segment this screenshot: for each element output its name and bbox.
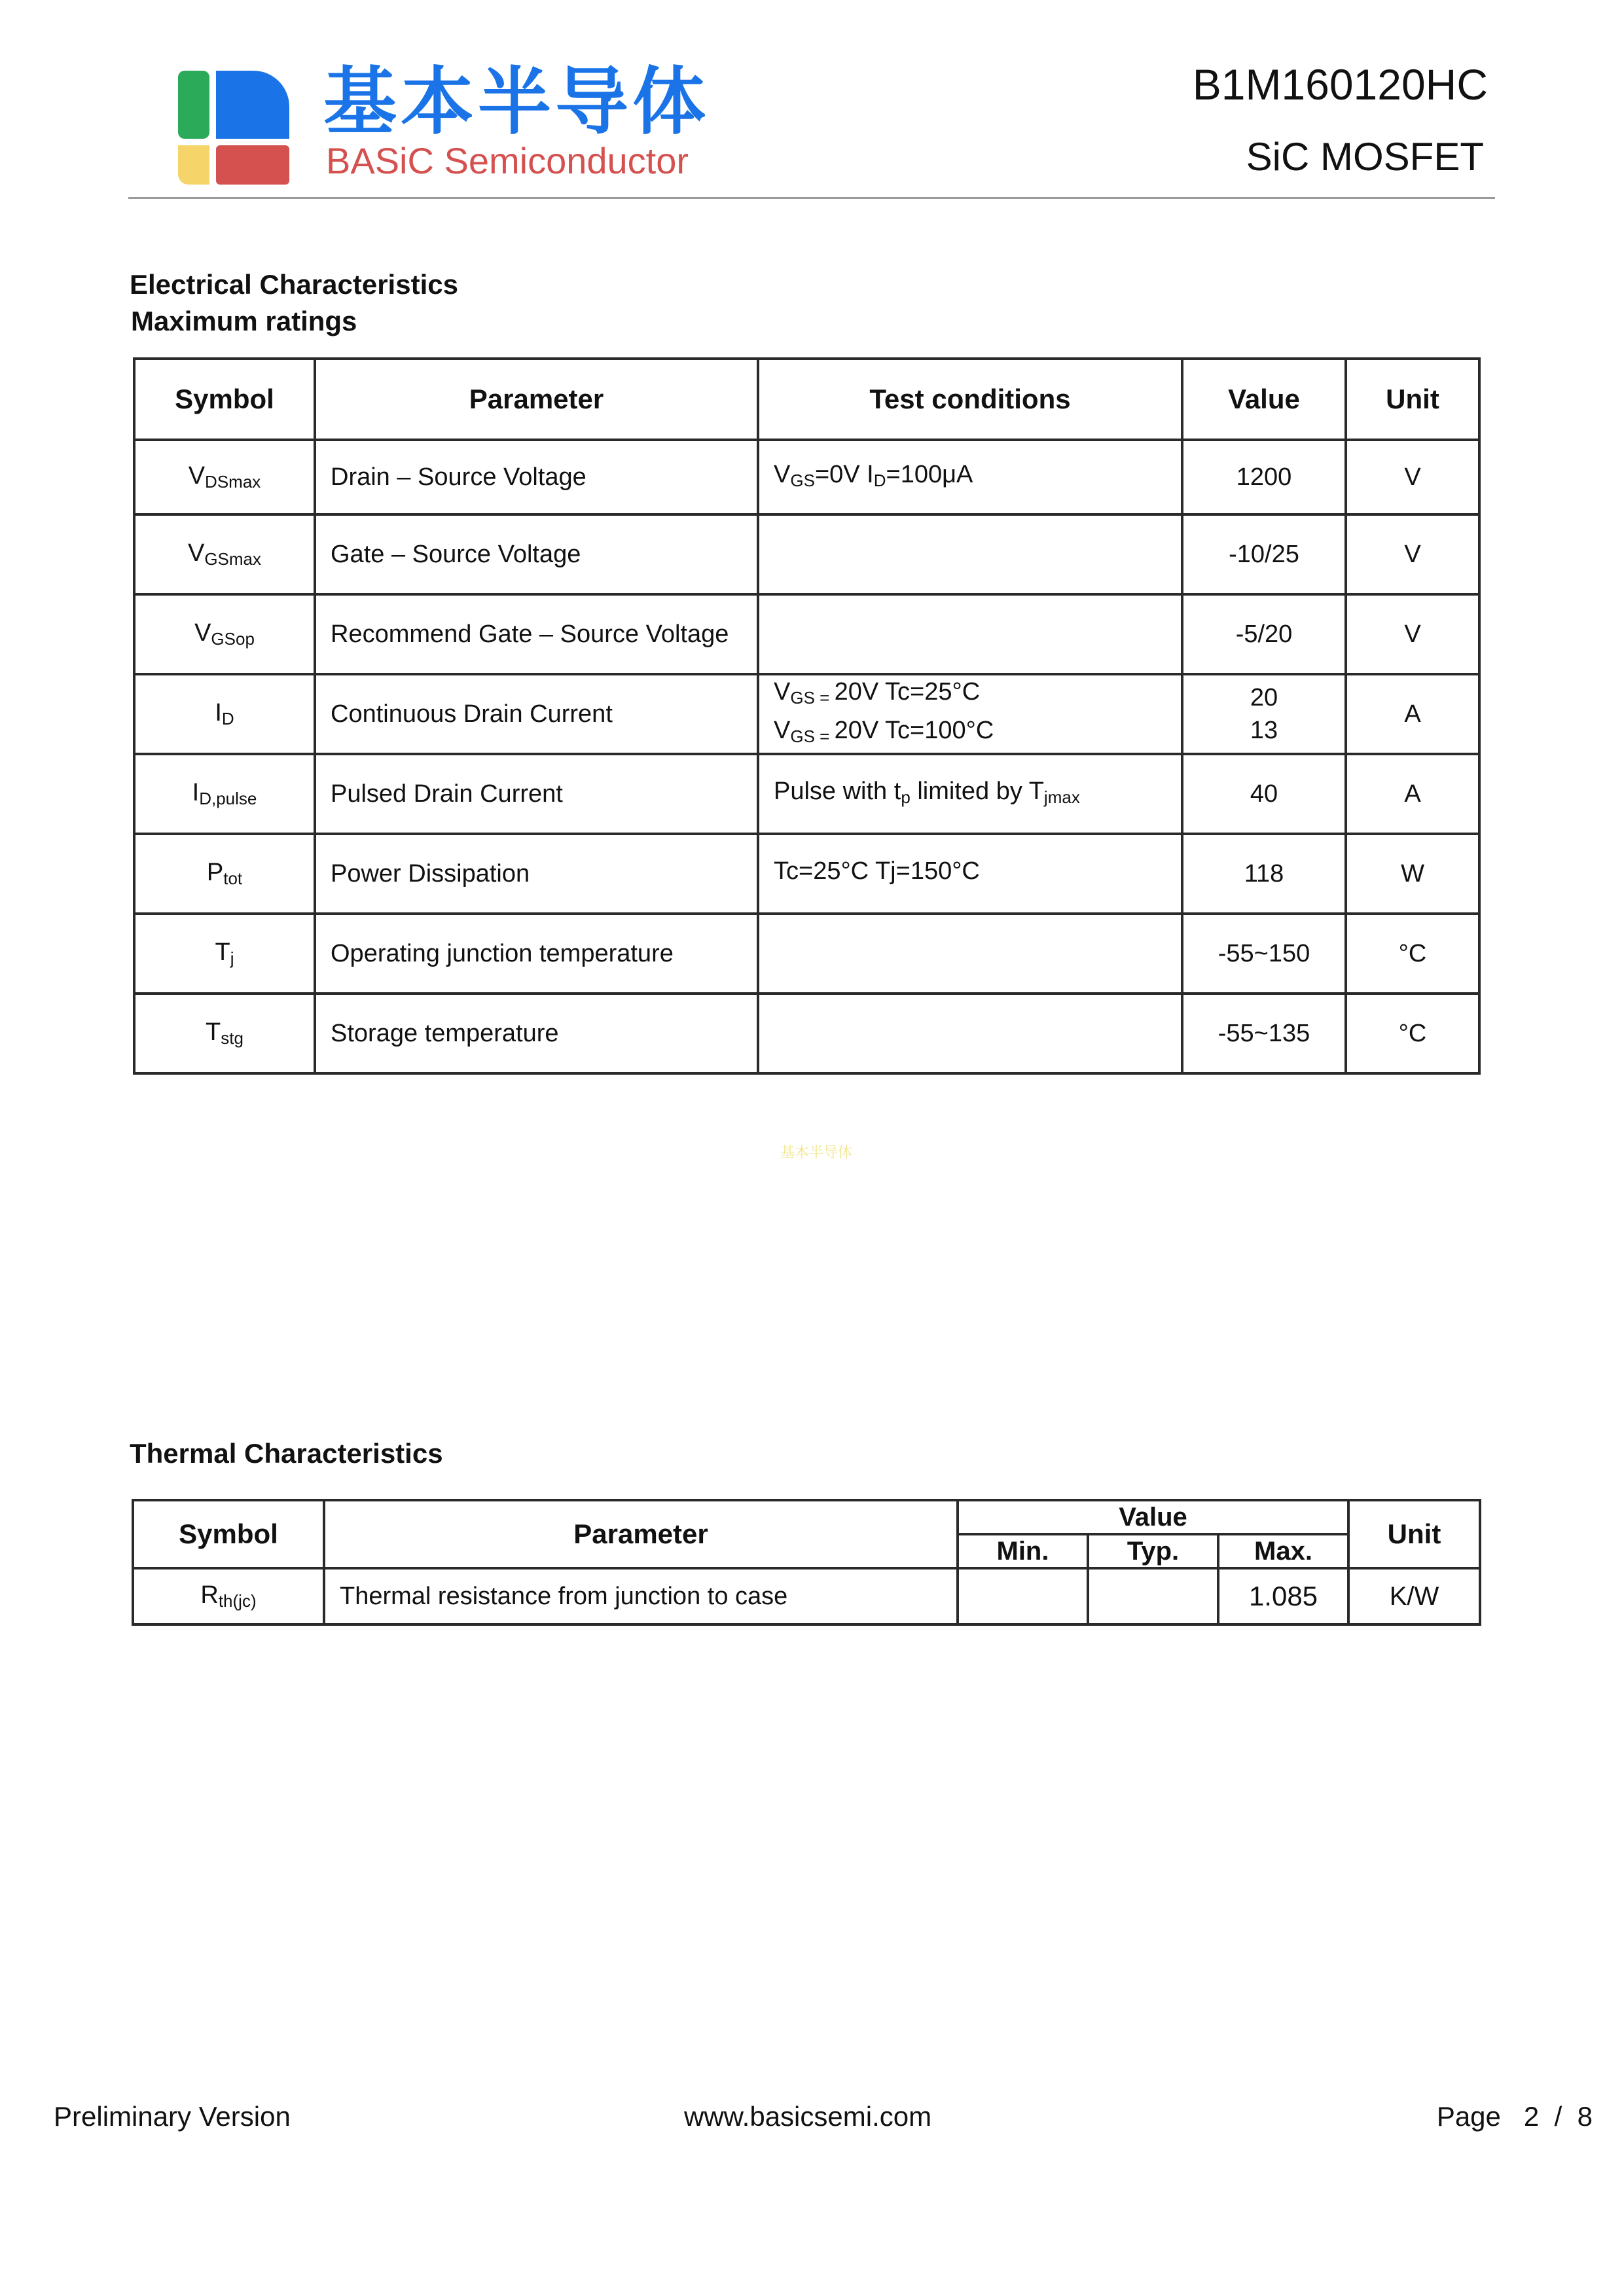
table-header-row <box>134 359 1479 440</box>
test-conditions-cell <box>758 914 1182 994</box>
thermal-unit-cell: K/W <box>1348 1568 1480 1624</box>
symbol-text: V <box>187 539 205 567</box>
value-text: 118 <box>1244 860 1284 888</box>
page-label: Page <box>1436 2101 1501 2132</box>
symbol-text: R <box>200 1581 219 1609</box>
thermal-header-unit: Unit <box>1348 1500 1480 1568</box>
watermark-text: 基本半导体 <box>780 1144 853 1160</box>
value-cell <box>1182 594 1346 674</box>
symbol-cell <box>134 674 315 754</box>
thermal-header-min: Min. <box>958 1534 1088 1568</box>
table-row <box>134 440 1479 514</box>
thermal-header-symbol: Symbol <box>133 1500 324 1568</box>
max-ratings-subtitle: Maximum ratings <box>131 306 357 336</box>
symbol-subscript: GSmax <box>204 549 262 569</box>
parameter-cell: Gate – Source Voltage <box>315 514 758 594</box>
table-row <box>134 994 1479 1073</box>
symbol-text: V <box>194 619 211 647</box>
symbol-cell <box>134 514 315 594</box>
value-cell <box>1182 994 1346 1073</box>
unit-cell: V <box>1346 514 1479 594</box>
parameter-cell: Drain – Source Voltage <box>315 440 758 514</box>
unit-cell: W <box>1346 834 1479 914</box>
device-type: SiC MOSFET <box>1246 135 1484 179</box>
test-conditions-cell <box>758 674 1182 754</box>
symbol-text: V <box>188 462 206 490</box>
cond-text: limited by T <box>910 777 1044 805</box>
symbol-text: T <box>215 939 230 966</box>
thermal-table <box>132 1499 1481 1626</box>
symbol-cell <box>134 914 315 994</box>
header-test-conditions: Test conditions <box>758 359 1182 440</box>
unit-cell: A <box>1346 754 1479 834</box>
value-cell <box>1182 514 1346 594</box>
test-conditions-cell <box>758 594 1182 674</box>
symbol-cell <box>134 754 315 834</box>
test-conditions-cell <box>758 994 1182 1073</box>
cond-text: =0V I <box>814 460 874 488</box>
thermal-parameter-cell: Thermal resistance from junction to case <box>324 1568 958 1624</box>
value-text: -5/20 <box>1235 620 1293 648</box>
cond-subscript: GS <box>790 470 815 490</box>
cond-text: =100μA <box>886 460 973 488</box>
thermal-min-cell <box>958 1568 1088 1624</box>
symbol-subscript: D,pulse <box>199 789 257 808</box>
test-conditions-cell <box>758 834 1182 914</box>
cond-text: Tc=25°C Tj=150°C <box>774 857 980 885</box>
cond-text: V <box>774 678 791 706</box>
value-text: -55~135 <box>1218 1020 1310 1047</box>
test-conditions-cell <box>758 440 1182 514</box>
value-text: 1200 <box>1236 463 1292 491</box>
condition-line <box>774 714 1181 753</box>
symbol-subscript: tot <box>223 869 243 888</box>
page-separator: / <box>1554 2101 1562 2132</box>
header-unit: Unit <box>1346 359 1479 440</box>
symbol-cell <box>134 440 315 514</box>
logo-english-name: BASiC Semiconductor <box>326 140 689 181</box>
thermal-header-parameter: Parameter <box>324 1500 958 1568</box>
page-current: 2 <box>1523 2101 1540 2132</box>
header-value: Value <box>1182 359 1346 440</box>
table-row <box>134 914 1479 994</box>
condition-line <box>774 675 1181 714</box>
table-row <box>133 1568 1480 1624</box>
symbol-text: P <box>206 859 224 886</box>
thermal-typ-cell <box>1088 1568 1218 1624</box>
parameter-cell: Continuous Drain Current <box>315 674 758 754</box>
unit-cell: V <box>1346 594 1479 674</box>
header-parameter: Parameter <box>315 359 758 440</box>
max-ratings-table <box>133 357 1481 1075</box>
logo-chinese-name: 基本半导体 <box>323 61 710 143</box>
electrical-section-title: Electrical Characteristics <box>130 269 458 300</box>
table-row <box>134 754 1479 834</box>
condition-line <box>774 855 1181 893</box>
symbol-text: I <box>192 779 200 806</box>
cond-subscript: jmax <box>1043 787 1080 807</box>
thermal-section-title: Thermal Characteristics <box>130 1438 443 1469</box>
unit-cell: A <box>1346 674 1479 754</box>
table-row <box>134 514 1479 594</box>
value-cell <box>1182 674 1346 754</box>
value-text: 13 <box>1250 717 1278 744</box>
thermal-max-cell: 1.085 <box>1218 1568 1348 1624</box>
symbol-subscript: stg <box>221 1028 244 1048</box>
symbol-cell <box>134 834 315 914</box>
value-text: 20 <box>1250 684 1278 711</box>
logo-mark-icon <box>178 71 289 185</box>
symbol-subscript: GSop <box>211 629 255 649</box>
value-cell <box>1182 440 1346 514</box>
symbol-cell <box>134 994 315 1073</box>
thermal-header-value: Value <box>958 1500 1348 1534</box>
cond-text: Pulse with t <box>774 777 901 805</box>
thermal-header-typ: Typ. <box>1088 1534 1218 1568</box>
unit-cell: V <box>1346 440 1479 514</box>
cond-subscript: GS = <box>790 688 835 708</box>
header-symbol: Symbol <box>134 359 315 440</box>
cond-text: 20V Tc=25°C <box>834 678 981 706</box>
test-conditions-cell <box>758 514 1182 594</box>
page-total: 8 <box>1577 2101 1593 2132</box>
test-conditions-cell <box>758 754 1182 834</box>
value-text: -55~150 <box>1218 940 1310 967</box>
symbol-subscript: D <box>221 709 234 728</box>
part-number: B1M160120HC <box>1192 60 1488 109</box>
company-logo-icon <box>178 71 289 185</box>
parameter-cell: Power Dissipation <box>315 834 758 914</box>
cond-text: V <box>774 717 791 744</box>
cond-text: V <box>774 460 791 488</box>
cond-text: 20V Tc=100°C <box>834 717 994 744</box>
symbol-cell <box>134 594 315 674</box>
value-cell <box>1182 914 1346 994</box>
parameter-cell: Pulsed Drain Current <box>315 754 758 834</box>
thermal-symbol-cell <box>133 1568 324 1624</box>
table-row <box>134 594 1479 674</box>
parameter-cell: Storage temperature <box>315 994 758 1073</box>
header-divider <box>128 197 1495 199</box>
table-row <box>134 834 1479 914</box>
symbol-subscript: th(jc) <box>218 1591 257 1611</box>
cond-subscript: D <box>873 470 886 490</box>
footer-page-number <box>1437 2103 1593 2130</box>
unit-cell: °C <box>1346 914 1479 994</box>
unit-cell: °C <box>1346 994 1479 1073</box>
value-text: -10/25 <box>1229 541 1299 568</box>
cond-subscript: GS = <box>790 726 835 746</box>
value-text: 40 <box>1250 780 1278 808</box>
condition-line <box>774 775 1181 814</box>
condition-line <box>774 458 1181 497</box>
thermal-header-row <box>133 1500 1480 1534</box>
parameter-cell: Operating junction temperature <box>315 914 758 994</box>
thermal-header-max: Max. <box>1218 1534 1348 1568</box>
symbol-text: T <box>206 1018 221 1046</box>
footer-version: Preliminary Version <box>54 2101 291 2132</box>
cond-subscript: p <box>901 787 911 807</box>
symbol-text: I <box>215 699 222 726</box>
value-cell <box>1182 754 1346 834</box>
symbol-subscript: DSmax <box>205 472 261 492</box>
footer-website-link[interactable]: www.basicsemi.com <box>684 2101 932 2132</box>
parameter-cell: Recommend Gate – Source Voltage <box>315 594 758 674</box>
table-row <box>134 674 1479 754</box>
symbol-subscript: j <box>230 948 234 968</box>
value-cell <box>1182 834 1346 914</box>
